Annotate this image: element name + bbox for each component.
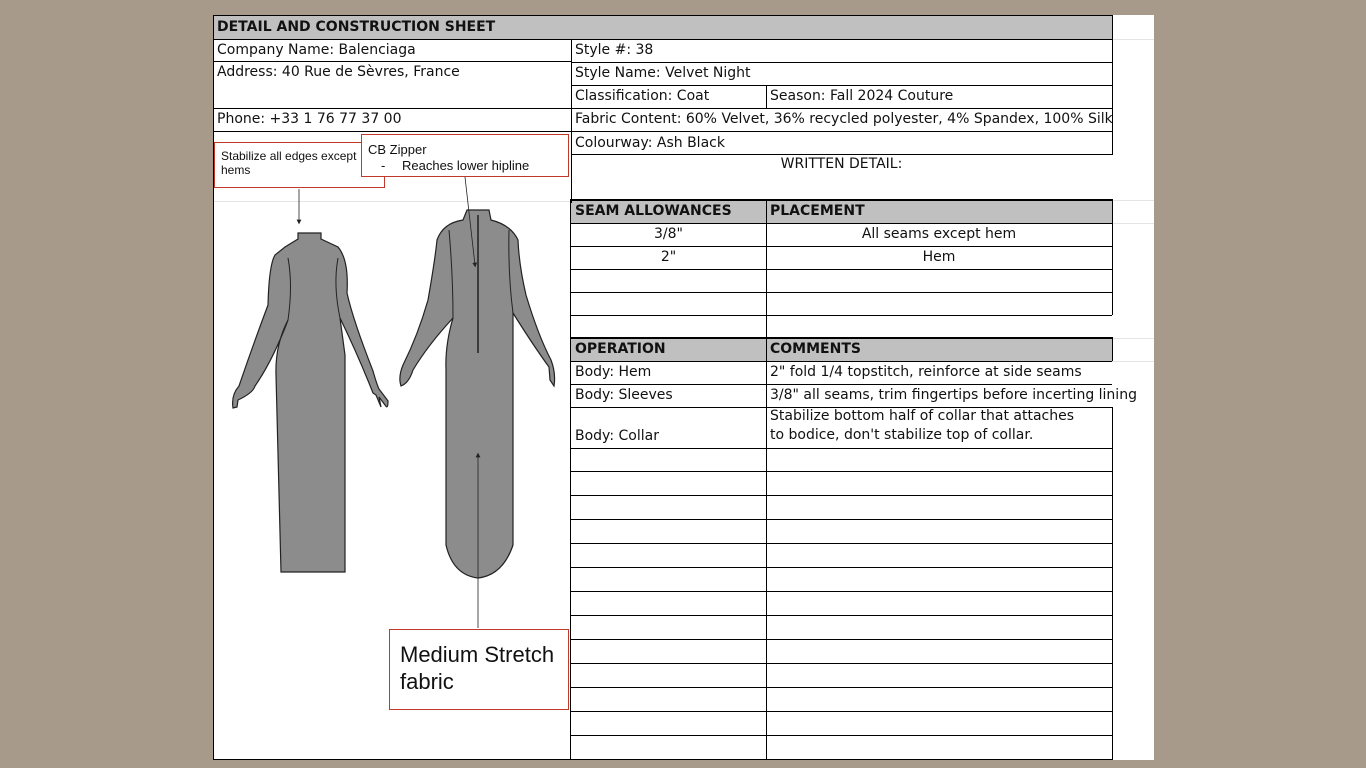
sheet-title: DETAIL AND CONSTRUCTION SHEET xyxy=(213,16,1112,39)
classification: Classification: Coat xyxy=(575,88,710,104)
comment-cell: Stabilize bottom half of collar that attaches to bodice, don't stabilize top of collar. xyxy=(770,408,1074,443)
cb-zipper-callout xyxy=(361,134,569,177)
season: Season: Fall 2024 Couture xyxy=(770,88,954,104)
style-number: Style #: 38 xyxy=(575,42,654,58)
dress-front-body xyxy=(233,233,388,572)
colourway: Colourway: Ash Black xyxy=(575,135,725,151)
dress-back-flat-icon xyxy=(400,210,555,578)
seam-allowance-cell: 2" xyxy=(660,249,677,265)
dress-back-body xyxy=(400,210,555,578)
dress-front-flat-icon xyxy=(233,233,388,572)
medium-stretch-callout: Medium Stretch fabric xyxy=(389,629,569,710)
placement-cell: All seams except hem xyxy=(861,226,1017,242)
operation-cell: Body: Hem xyxy=(575,364,652,380)
cb-zipper-label: CB Zipper xyxy=(368,142,427,157)
written-detail-heading: WRITTEN DETAIL: xyxy=(780,156,903,172)
company-name: Company Name: Balenciaga xyxy=(217,42,416,58)
operation-header: OPERATION xyxy=(571,338,766,361)
stabilize-edges-callout: Stabilize all edges except hems xyxy=(214,142,385,188)
comment-cell: 3/8" all seams, trim fingertips before incerting lining xyxy=(770,387,1137,403)
operation-cell: Body: Sleeves xyxy=(575,387,673,403)
phone: Phone: +33 1 76 77 37 00 xyxy=(217,111,402,127)
seam-allowance-cell: 3/8" xyxy=(654,226,683,242)
hipline-note: Reaches lower hipline xyxy=(402,158,530,173)
placement-cell: Hem xyxy=(922,249,956,265)
construction-sheet xyxy=(213,15,1154,760)
operation-cell: Body: Collar xyxy=(575,428,659,444)
comment-cell: 2" fold 1/4 topstitch, reinforce at side seams xyxy=(770,364,1082,380)
address: Address: 40 Rue de Sèvres, France xyxy=(217,64,460,80)
bullet-dash: - xyxy=(381,158,386,173)
fabric-content: Fabric Content: 60% Velvet, 36% recycled polyester, 4% Spandex, 100% Silk xyxy=(575,111,1113,127)
seam-allowances-header: SEAM ALLOWANCES xyxy=(571,200,766,223)
comments-header: COMMENTS xyxy=(766,338,1112,361)
placement-header: PLACEMENT xyxy=(766,200,1112,223)
style-name: Style Name: Velvet Night xyxy=(575,65,751,81)
